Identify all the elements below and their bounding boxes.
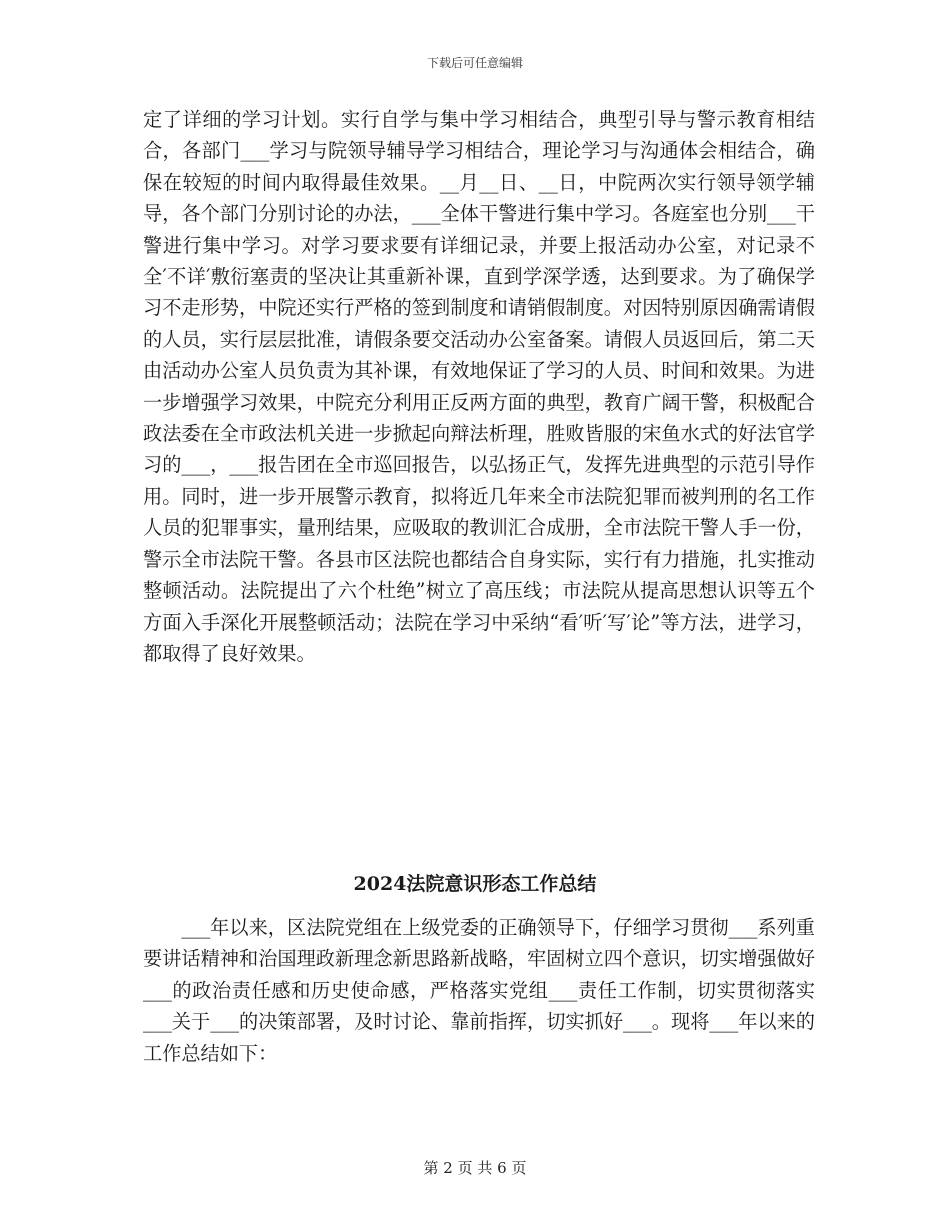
page-header: 下载后可任意编辑 bbox=[426, 56, 523, 70]
continuation-paragraph: 定了详细的学习计划。实行自学与集中学习相结合，典型引导与警示教育相结合，各部门___学习与院领导辅导学习相结合，理论学习与沟通体会相结合，确保在较短的时间内取得最佳效果。__月__日、__日，中院两次实行领导领学辅导，各个部门分别讨论的办法，___全体干警进行集中学习。各庭室也分别___干警进行集中学习。对学习要求要有详细记录，并要上报活动办公室，对记录不全′不详′敷衍塞责的坚决让其重新补课，直到学深学透，达到要求。为了确保学习不走形势，中院还实行严格的签到制度和请销假制度。对因特别原因确需请假的人员，实行层层批准，请假条要交活动办公室备案。请假人员返回后，第二天由活动办公室人员负责为其补课，有效地保证了学习的人员、时间和效果。为进一步增强学习效果，中院充分利用正反两方面的典型，教育广阔干警，积极配合政法委在全市政法机关进一步掀起向辩法析理，胜败皆服的宋鱼水式的好法官学习的___，___报告团在全市巡回报告，以弘扬正气，发挥先进典型的示范引导作用。同时，进一步开展警示教育，拟将近几年来全市法院犯罪而被判刑的名工作人员的犯罪事实，量刑结果，应吸取的教训汇合成册，全市法院干警人手一份，警示全市法院干警。各县市区法院也都结合自身实际，实行有力措施，扎实推动整顿活动。法院提出了六个杜绝”树立了高压线；市法院从提高思想认识等五个方面入手深化开展整顿活动；法院在学习中采纳“看′听′写′论”等方法，进学习，都取得了良好效果。 bbox=[143, 108, 815, 665]
section-paragraph: ___年以来，区法院党组在上级党委的正确领导下，仔细学习贯彻___系列重要讲话精神和治国理政新理念新思路新战略，牢固树立四个意识，切实增强做好___的政治责任感和历史使命感，严格落实党组___责任工作制，切实贯彻落实___关于___的决策部署，及时讨论、靠前指挥，切实抓好___。现将___年以来的工作总结如下： bbox=[143, 916, 815, 1065]
document-body bbox=[143, 104, 815, 669]
section-title: 2024法院意识形态工作总结 bbox=[353, 873, 597, 895]
page-footer: 第 2 页 共 6 页 bbox=[423, 1159, 527, 1177]
section-body bbox=[143, 912, 815, 1069]
